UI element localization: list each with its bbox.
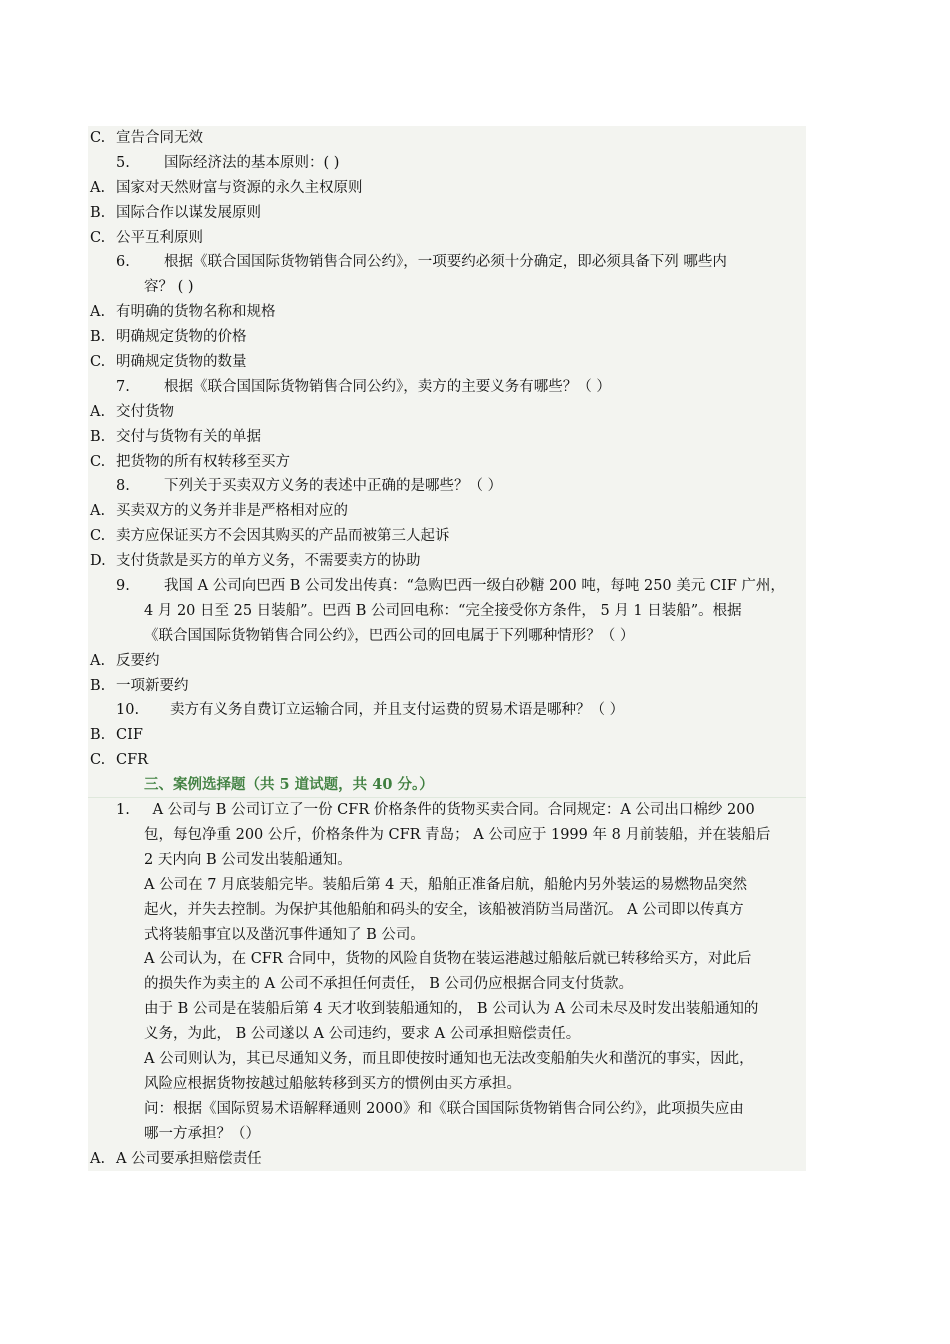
question-text: A 公司与 B 公司订立了一份 CFR 价格条件的货物买卖合同。合同规定：A 公司出口棉纱 200	[148, 802, 755, 819]
option-letter: B.	[90, 204, 106, 221]
question-text: 国际经济法的基本原则：( )	[164, 154, 340, 171]
option-letter: C.	[90, 453, 106, 470]
question	[88, 574, 806, 599]
option-letter: B.	[90, 677, 106, 694]
option-text: 明确规定货物的数量	[116, 354, 247, 371]
option-text: 明确规定货物的价格	[116, 329, 247, 346]
section-heading: 三、案例选择题（共 5 道试题，共 40 分。）	[88, 773, 806, 798]
option-letter: C.	[90, 229, 106, 246]
text-line: A 公司在 7 月底装船完毕。装船后第 4 天，船舶正准备启航，船舱内另外装运的易燃物品突然	[144, 876, 747, 893]
option-text: A 公司要承担赔偿责任	[116, 1150, 262, 1167]
exam-content	[88, 126, 806, 1171]
text-line: A 公司认为，在 CFR 合同中，货物的风险自货物在装运港越过船舷后就已转移给买方，对此后	[144, 951, 752, 968]
option-text: 国际合作以谋发展原则	[116, 204, 261, 221]
text-line: 《联合国国际货物销售合同公约》，巴西公司的回电属于下列哪种情形？（ ）	[144, 627, 635, 644]
option-text: 交付货物	[116, 403, 174, 420]
text-line: 哪一方承担？（）	[144, 1125, 260, 1142]
text-line: 风险应根据货物按越过船舷转移到买方的惯例由买方承担。	[144, 1075, 521, 1092]
answer-option	[88, 201, 806, 226]
answer-option	[88, 674, 806, 699]
option-letter: C.	[90, 528, 106, 545]
question-text: 根据《联合国国际货物销售合同公约》，卖方的主要义务有哪些？（ ）	[164, 378, 611, 395]
text-line: 问：根据《国际贸易术语解释通则 2000》和《联合国国际货物销售合同公约》，此项损失应由	[144, 1100, 744, 1117]
option-text: 宣告合同无效	[116, 130, 203, 146]
question	[88, 698, 806, 723]
case-question	[88, 798, 806, 823]
text-line: 义务，为此， B 公司遂以 A 公司违约，要求 A 公司承担赔偿责任。	[144, 1026, 581, 1043]
option-letter: B.	[90, 329, 106, 346]
text-line: 起火，并失去控制。为保护其他船舶和码头的安全，该船被消防当局凿沉。 A 公司即以传真方	[144, 901, 744, 918]
option-text: 支付货款是买方的单方义务，不需要卖方的协助	[116, 553, 421, 570]
option-letter: A.	[90, 1150, 106, 1167]
option-text: 公平互利原则	[116, 229, 203, 246]
answer-option	[88, 524, 806, 549]
option-letter: A.	[90, 503, 106, 520]
question	[88, 474, 806, 499]
answer-option	[88, 549, 806, 574]
answer-option	[88, 1147, 806, 1172]
text-line: 包，每包净重 200 公斤，价格条件为 CFR 青岛； A 公司应于 1999 年 8 月前装船，并在装船后	[144, 826, 771, 843]
question-text: 我国 A 公司向巴西 B 公司发出传真：“急购巴西一级白砂糖 200 吨，每吨 250 美元 CIF 广州，	[164, 578, 785, 595]
question-number: 10.	[116, 702, 140, 719]
question-number: 5.	[116, 154, 130, 171]
option-text: 反要约	[116, 652, 160, 669]
text-line: A 公司则认为，其已尽通知义务，而且即使按时通知也无法改变船舶失火和凿沉的事实，因此，	[144, 1050, 754, 1067]
question	[88, 250, 806, 275]
option-text: 买卖双方的义务并非是严格相对应的	[116, 503, 348, 520]
option-letter: A.	[90, 403, 106, 420]
question-text: 卖方有义务自费订立运输合同，并且支付运费的贸易术语是哪种？（ ）	[170, 702, 625, 719]
question-number: 6.	[116, 254, 130, 271]
question-text: 根据《联合国国际货物销售合同公约》，一项要约必须十分确定，即必须具备下列 哪些内	[164, 254, 727, 271]
answer-option	[88, 499, 806, 524]
answer-option	[88, 723, 806, 748]
text-line: 的损失作为卖主的 A 公司不承担任何责任， B 公司仍应根据合同支付货款。	[144, 976, 634, 993]
option-letter: A.	[90, 652, 106, 669]
option-text: 交付与货物有关的单据	[116, 428, 261, 445]
question-number: 8.	[116, 478, 130, 495]
text-line: 式将装船事宜以及凿沉事件通知了 B 公司。	[144, 926, 425, 943]
answer-option	[88, 350, 806, 375]
option-text: 把货物的所有权转移至买方	[116, 453, 290, 470]
option-text: 国家对天然财富与资源的永久主权原则	[116, 179, 363, 196]
question	[88, 375, 806, 400]
text-line: 4 月 20 日至 25 日装船”。巴西 B 公司回电称：“完全接受你方条件， 5 月 1 日装船”。根据	[144, 602, 742, 619]
option-letter: A.	[90, 179, 106, 196]
text-line: 由于 B 公司是在装船后第 4 天才收到装船通知的， B 公司认为 A 公司未尽及时发出装船通知的	[144, 1001, 759, 1018]
answer-option	[88, 748, 806, 773]
answer-option	[88, 425, 806, 450]
question-number: 9.	[116, 578, 130, 595]
question-number: 7.	[116, 378, 130, 395]
answer-option	[88, 450, 806, 475]
answer-option	[88, 649, 806, 674]
option-text: CIF	[116, 727, 143, 744]
text-line: 2 天内向 B 公司发出装船通知。	[144, 851, 352, 868]
text-line: 容？ ( )	[144, 279, 194, 296]
option-text: 卖方应保证买方不会因其购买的产品而被第三人起诉	[116, 528, 450, 545]
option-letter: B.	[90, 727, 106, 744]
answer-option	[88, 226, 806, 251]
option-letter: A.	[90, 304, 106, 321]
question-text: 下列关于买卖双方义务的表述中正确的是哪些？（ ）	[164, 478, 503, 495]
option-letter: C.	[90, 130, 106, 146]
answer-option	[88, 126, 806, 151]
option-letter: C.	[90, 354, 106, 371]
option-text: 有明确的货物名称和规格	[116, 304, 276, 321]
answer-option	[88, 400, 806, 425]
option-text: 一项新要约	[116, 677, 189, 694]
question-number: 1.	[116, 802, 130, 819]
option-letter: D.	[90, 553, 106, 570]
answer-option	[88, 176, 806, 201]
question	[88, 151, 806, 176]
answer-option	[88, 300, 806, 325]
option-letter: C.	[90, 752, 106, 769]
option-letter: B.	[90, 428, 106, 445]
answer-option	[88, 325, 806, 350]
option-text: CFR	[116, 752, 149, 769]
